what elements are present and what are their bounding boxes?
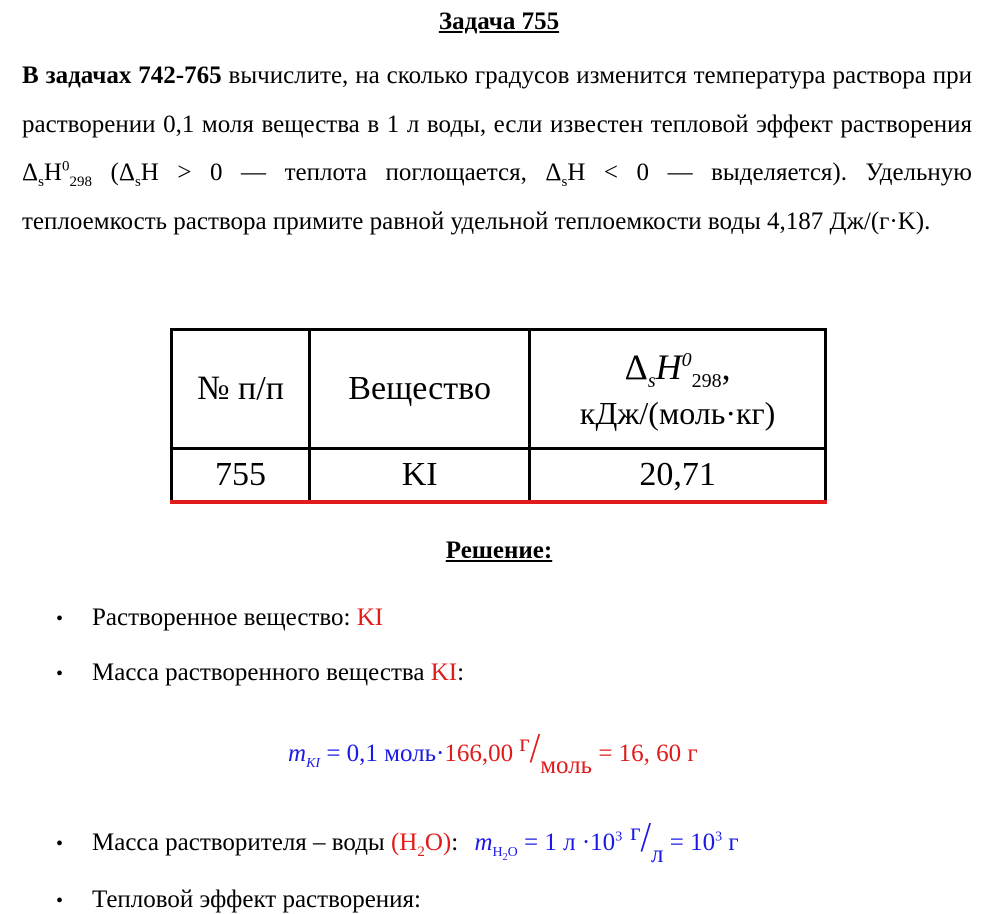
data-table <box>170 328 827 504</box>
formula2-unit: г <box>722 829 739 856</box>
list-item <box>56 604 383 632</box>
condition-sub-298: 298 <box>69 174 92 190</box>
bullet-1-value: KI <box>356 604 384 631</box>
bullet-icon: • <box>56 890 64 912</box>
formula1-eq2: = 16, 60 г <box>592 740 698 767</box>
formula2-sup2: 3 <box>715 829 723 845</box>
formula1-dot: · <box>436 740 445 767</box>
formula2-sub <box>492 845 518 863</box>
condition-lead: В задачах 742-765 <box>22 62 222 89</box>
table-header-row <box>172 330 826 449</box>
cell-value: 20,71 <box>530 449 826 503</box>
condition-sub-s2: s <box>134 174 141 190</box>
header-delta: Δ <box>624 346 648 387</box>
formula2-m: m <box>474 829 493 856</box>
list-item <box>56 886 421 914</box>
list-item <box>56 659 464 687</box>
formula1-eq1: = 0,1 моль <box>320 740 437 767</box>
formula2-sub-o: O <box>507 845 518 860</box>
formula-mass-ki: $m_{KI} = 0,1$ моль·166,00 г/моль = 16, 60 г <box>288 725 698 779</box>
condition-h: H <box>43 159 62 186</box>
task-title: Задача 755 <box>438 8 560 35</box>
formula1-sub: KI <box>306 756 321 771</box>
bullet-2-text: Масса растворенного вещества <box>92 659 431 686</box>
table-row <box>172 449 826 503</box>
formula1-m: m <box>288 740 307 767</box>
formula1-molar: 166,00 <box>444 740 520 767</box>
bullet-2-value: KI <box>430 659 458 686</box>
cell-num: 755 <box>172 449 310 503</box>
condition-sub-s: s <box>38 174 44 190</box>
header-num: № п/п <box>172 330 310 449</box>
bullet-4-text: Тепловой эффект растворения: <box>92 886 422 913</box>
condition-sup-0: 0 <box>61 158 70 175</box>
condition-text-3: H > 0 — теплота поглощается, Δ <box>140 159 562 186</box>
formula2-num: г <box>630 819 641 846</box>
header-comma: , <box>721 346 731 387</box>
header-sup: 0 <box>681 348 692 371</box>
formula2-den: л <box>651 841 664 868</box>
formula2-eq2: = 10 <box>663 829 716 856</box>
header-enthalpy <box>530 330 826 449</box>
header-s: s <box>647 370 656 393</box>
formula1-den: моль <box>540 752 593 779</box>
bullet-2-colon: : <box>457 659 465 686</box>
header-substance: Вещество <box>310 330 530 449</box>
condition-text-4: H < 0 — выделяется). Удельную теплоемкость раствора примите равной удельной теплоемкости воды 4,187 Дж/(г·K). <box>22 159 972 235</box>
bullet-3-text: Масса растворителя – воды <box>92 829 391 856</box>
condition-sub-s3: s <box>561 174 568 190</box>
header-unit: кДж/(моль·кг) <box>579 395 776 432</box>
bullet-3-value-end: O) <box>424 829 452 856</box>
formula1-num: г <box>519 730 530 757</box>
formula-mass-water: $m_{H_2O} = 1$ $л \cdot 10^3$ $г/л = 10^3$ г <box>474 814 739 868</box>
bullet-icon: • <box>56 833 64 855</box>
formula2-sub-2: 2 <box>502 851 508 863</box>
bullet-3-sub: 2 <box>417 844 425 860</box>
cell-substance: KI <box>310 449 530 503</box>
task-condition <box>22 52 972 246</box>
bullet-icon: • <box>56 608 64 630</box>
solution-title: Решение: <box>445 537 553 564</box>
header-sub: 298 <box>691 370 722 393</box>
bullet-3-value <box>390 829 452 860</box>
formula2-eq1: = 1 л ·10 <box>517 829 616 856</box>
list-item <box>56 814 739 868</box>
header-h: H <box>655 346 682 387</box>
condition-text-2: (Δ <box>91 159 135 186</box>
condition-text: вычислите, на сколько градусов изменится температура раствора при растворении 0,1 моля вещества в 1 л воды, если известен тепловой эффект растворения Δ <box>22 62 972 186</box>
bullet-3-colon: : <box>451 829 459 856</box>
bullet-1-text: Растворенное вещество: <box>92 604 357 631</box>
formula2-sup1: 3 <box>615 829 623 845</box>
bullet-3-value-start: (H <box>390 829 418 856</box>
bullet-icon: • <box>56 663 64 685</box>
formula2-sub-h: H <box>492 845 503 860</box>
